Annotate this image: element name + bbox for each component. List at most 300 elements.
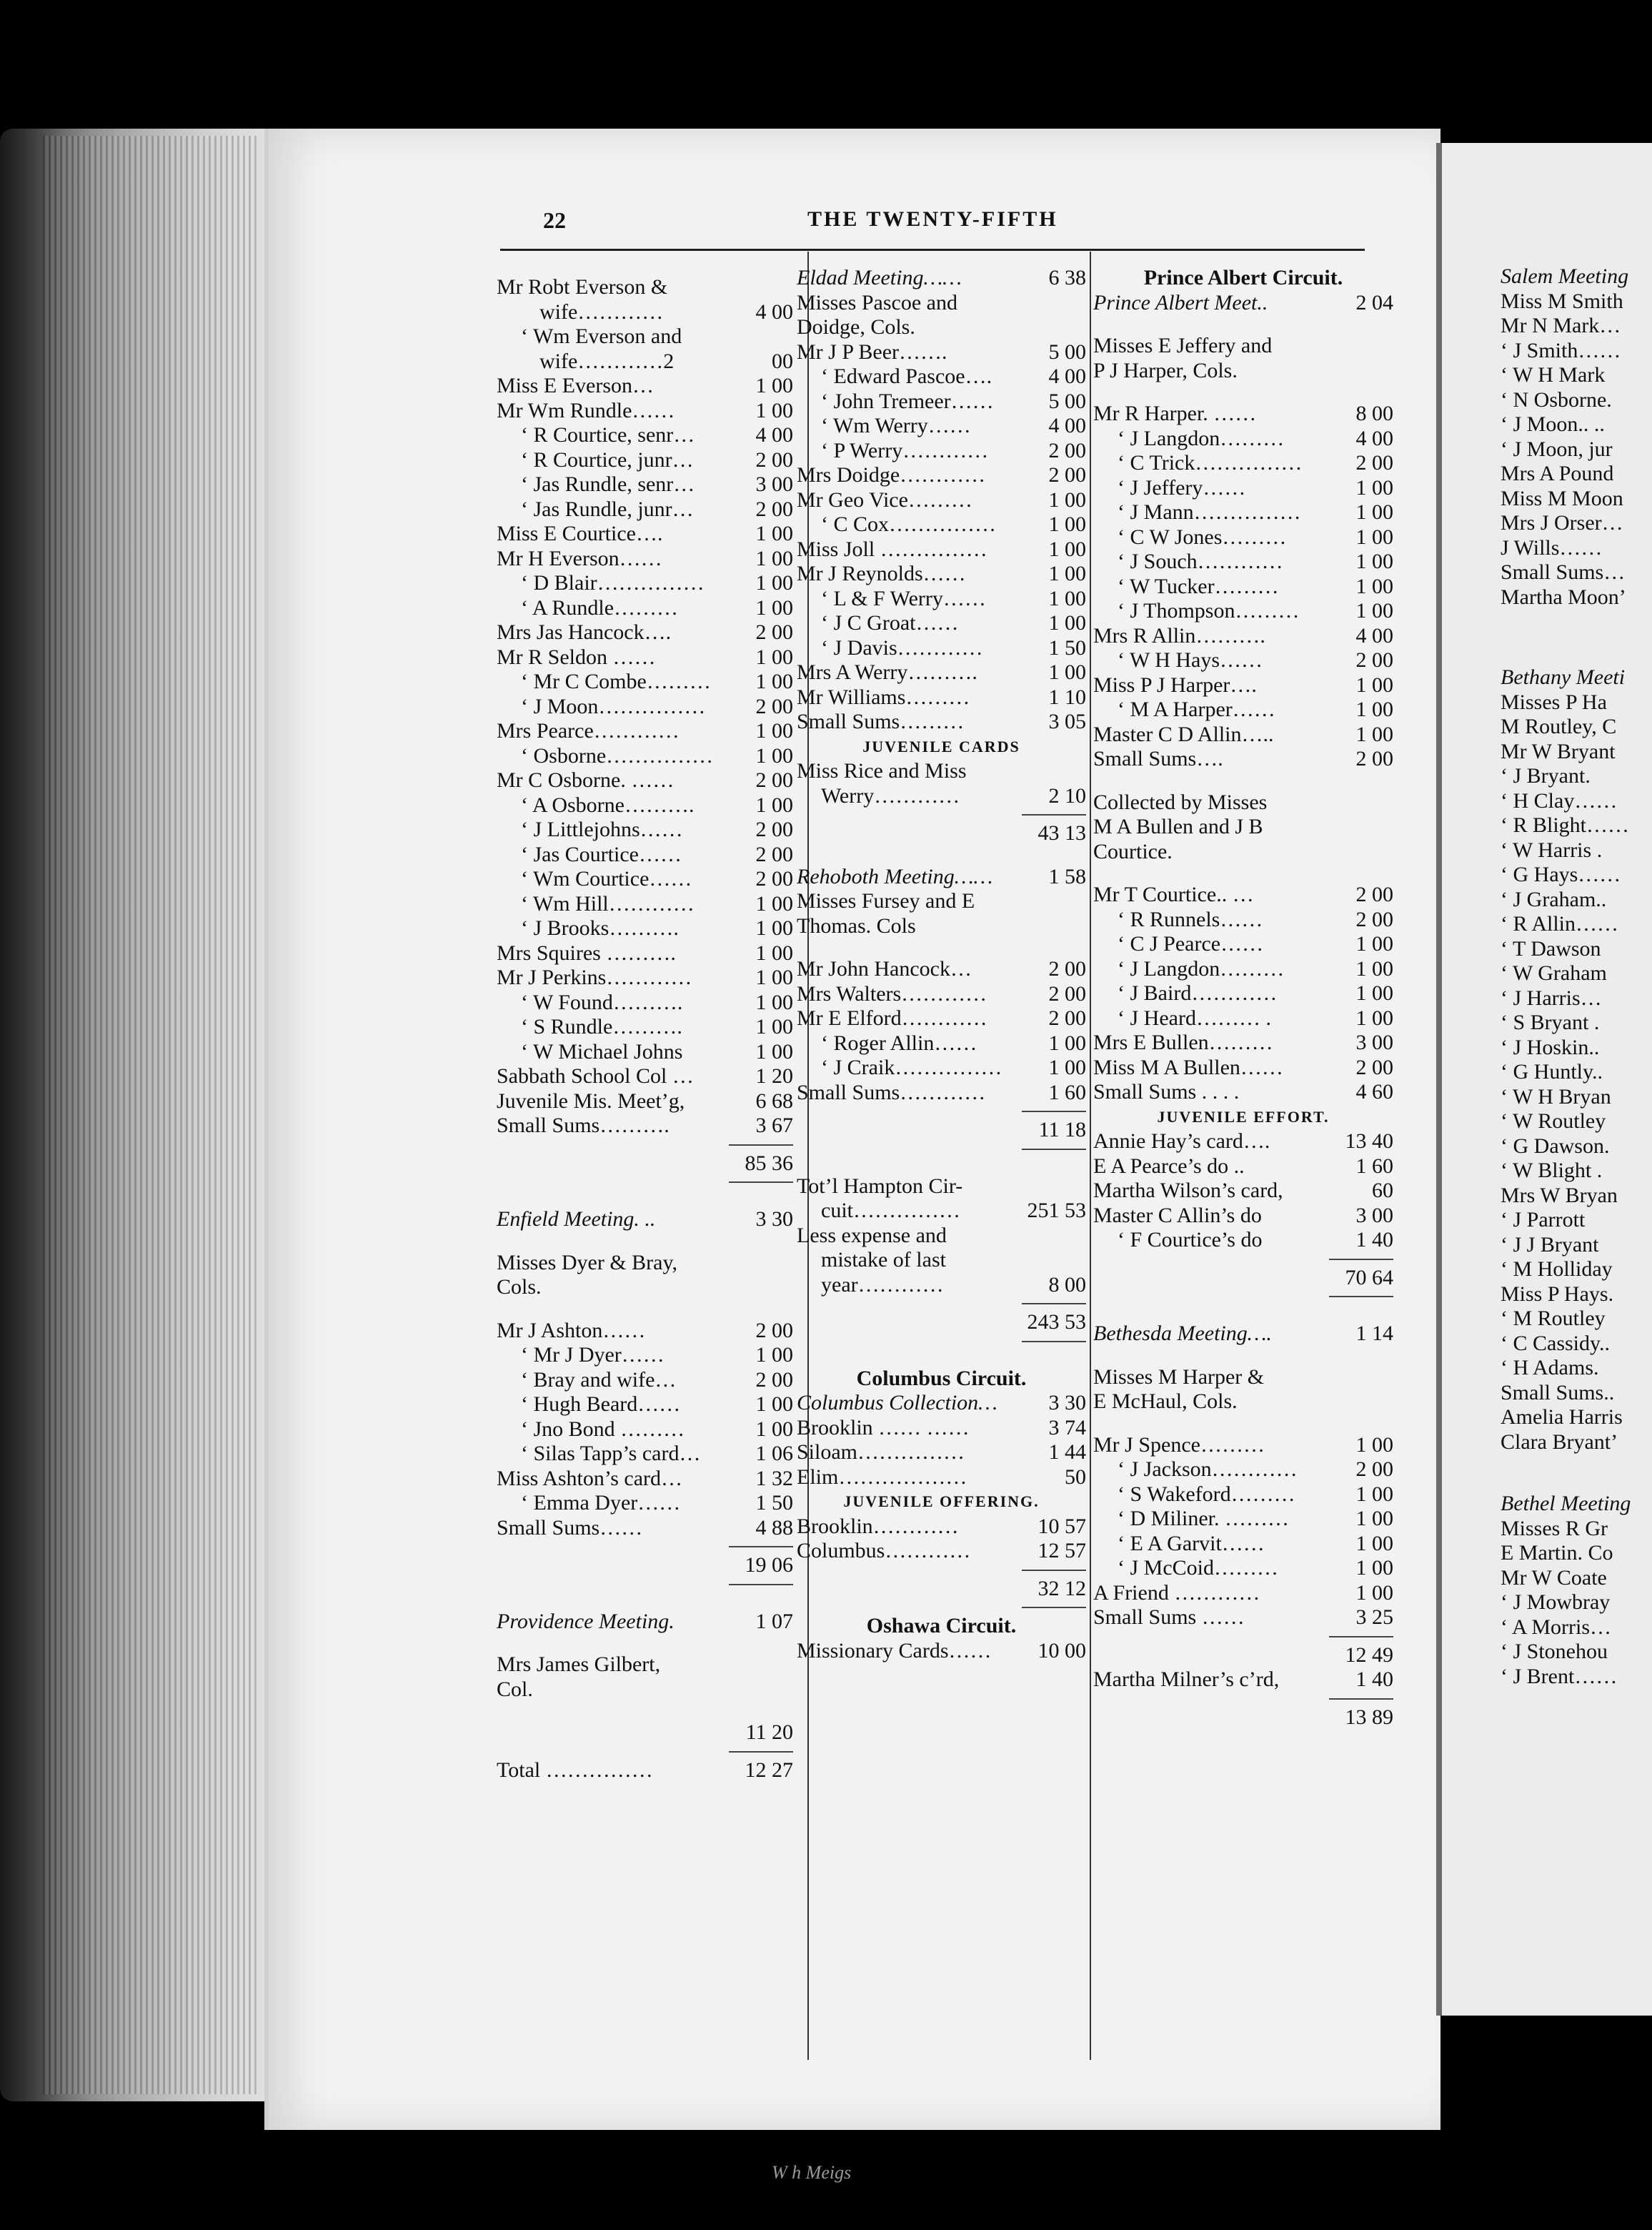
entry-name: Miss M A Bullen…… xyxy=(1093,1055,1283,1079)
ledger-row xyxy=(1093,840,1393,865)
entry-name: ‘ Hugh Beard…… xyxy=(521,1392,681,1416)
right-page-row xyxy=(1501,560,1631,585)
ledger-row xyxy=(497,1089,793,1114)
entry-name: ‘ A Osborne………. xyxy=(521,793,695,817)
right-page-row xyxy=(1501,789,1631,814)
ledger-row xyxy=(797,1006,1086,1031)
entry-name: Clara Bryant’ xyxy=(1501,1429,1618,1454)
ledger-row xyxy=(497,1491,793,1516)
entry-name: ‘ W Harris . xyxy=(1501,838,1603,862)
right-page-row xyxy=(1501,1381,1631,1406)
entry-name: M A Bullen and J B xyxy=(1093,815,1263,838)
entry-name: ‘ C J Pearce…… xyxy=(1118,932,1264,956)
entry-name: ‘ J Littlejohns…… xyxy=(521,818,683,841)
entry-amount: 2 00 xyxy=(1355,451,1393,475)
entry-name: Courtice. xyxy=(1093,839,1173,863)
sum-rule xyxy=(1022,1303,1086,1304)
sum-rule xyxy=(729,1181,793,1183)
entry-name: Col. xyxy=(497,1677,533,1701)
right-page-row xyxy=(1501,314,1631,339)
entry-name: Elim……………… xyxy=(797,1465,967,1489)
spacer xyxy=(1093,772,1393,791)
entry-amount: 50 xyxy=(1065,1465,1086,1489)
entry-name: Eldad Meeting…… xyxy=(797,266,962,289)
ledger-row xyxy=(1093,550,1393,575)
sum-rule xyxy=(1329,1296,1393,1297)
entry-amount: 2 00 xyxy=(1355,1055,1393,1079)
entry-amount: 3 00 xyxy=(1355,1031,1393,1054)
entry-name: Mr W Bryant xyxy=(1501,739,1616,763)
spacer xyxy=(1501,628,1631,647)
entry-amount: 00 xyxy=(772,349,793,373)
entry-amount: 2 00 xyxy=(1048,981,1086,1006)
right-page-row xyxy=(1501,585,1631,610)
ledger-row xyxy=(497,719,793,744)
entry-name: Brooklin …… …… xyxy=(797,1415,970,1439)
entry-amount: 12 27 xyxy=(745,1758,793,1782)
entry-amount: 1 00 xyxy=(755,793,793,817)
entry-amount: 1 00 xyxy=(755,916,793,940)
entry-name: ‘ Wm Everson and xyxy=(521,324,682,348)
entry-name: Columbus Collection… xyxy=(797,1391,997,1414)
ledger-row xyxy=(497,1652,793,1678)
entry-name: ‘ Wm Courtice…… xyxy=(521,867,692,891)
entry-name: ‘ A Rundle……… xyxy=(521,595,679,620)
entry-name: Mrs E Bullen……… xyxy=(1093,1031,1273,1054)
ledger-row xyxy=(1093,1457,1393,1482)
subtotal: 70 64 xyxy=(1345,1265,1393,1289)
subtotal: 43 13 xyxy=(1038,821,1086,845)
entry-name: ‘ J Jeffery…… xyxy=(1118,475,1246,500)
ledger-row xyxy=(797,340,1086,365)
entry-name: Mr J Ashton…… xyxy=(497,1318,646,1342)
entry-name: ‘ W Blight . xyxy=(1501,1159,1603,1182)
ledger-row xyxy=(1093,451,1393,476)
ledger-row xyxy=(1093,747,1393,772)
right-page-row xyxy=(1501,1640,1631,1665)
ledger-row xyxy=(1093,1532,1393,1557)
ledger-row xyxy=(1093,334,1393,359)
ledger-row xyxy=(797,463,1086,488)
ledger-row xyxy=(797,1248,1086,1273)
ledger-row xyxy=(797,784,1086,809)
entry-name: ‘ J Langdon……… xyxy=(1118,426,1285,450)
entry-name: ‘ J Parrott xyxy=(1501,1208,1586,1232)
right-page-row xyxy=(1501,1430,1631,1455)
ledger-row xyxy=(497,1758,793,1783)
entry-name: Small Sums… xyxy=(1501,560,1626,584)
entry-name: Mrs Walters………… xyxy=(797,981,987,1006)
entry-amount: 1 00 xyxy=(1355,1556,1393,1580)
entry-name: ‘ W H Bryan xyxy=(1501,1084,1611,1109)
entry-amount: 1 44 xyxy=(1048,1440,1086,1464)
ledger-row xyxy=(1093,1228,1393,1253)
entry-name: ‘ D Miliner. ……… xyxy=(1118,1507,1289,1530)
entry-name: cuit…………… xyxy=(821,1199,960,1222)
ledger-row xyxy=(497,1015,793,1040)
ledger-row xyxy=(497,374,793,399)
entry-amount: 3 67 xyxy=(755,1114,793,1137)
ledger-row xyxy=(797,710,1086,735)
entry-name: Small Sums………. xyxy=(497,1114,670,1137)
ledger-row xyxy=(797,1273,1086,1298)
entry-amount: 1 00 xyxy=(755,1417,793,1441)
ledger-row xyxy=(797,982,1086,1007)
ledger-row xyxy=(497,300,793,325)
entry-name: Mr Williams……… xyxy=(797,685,970,709)
entry-amount: 4 00 xyxy=(1355,623,1393,648)
entry-amount: 1 32 xyxy=(755,1466,793,1490)
entry-amount: 3 25 xyxy=(1355,1605,1393,1629)
header-rule xyxy=(500,249,1365,251)
entry-amount: 1 00 xyxy=(755,941,793,965)
entry-amount: 2 00 xyxy=(1355,648,1393,672)
entry-name: ‘ Jas Rundle, senr… xyxy=(521,472,695,496)
entry-name: Amelia Harris xyxy=(1501,1405,1623,1429)
ledger-row xyxy=(497,1467,793,1492)
entry-amount: 2 00 xyxy=(1355,1457,1393,1481)
entry-amount: 1 00 xyxy=(755,1015,793,1039)
ledger-row xyxy=(497,793,793,818)
ledger-row xyxy=(797,1515,1086,1540)
entry-name: ‘ C Cassidy.. xyxy=(1501,1331,1611,1355)
entry-name: ‘ W Found………. xyxy=(521,990,683,1014)
right-page-row xyxy=(1501,1405,1631,1430)
right-page-row xyxy=(1501,665,1631,690)
entry-name: Mr J Perkins………… xyxy=(497,966,692,989)
ledger-row xyxy=(1093,427,1393,452)
circuit-heading: Prince Albert Circuit. xyxy=(1143,266,1343,289)
entry-amount: 1 00 xyxy=(1048,512,1086,536)
ledger-row xyxy=(497,867,793,892)
ledger-row xyxy=(797,512,1086,537)
entry-name: Miss E Courtice…. xyxy=(497,522,663,545)
entry-amount: 1 00 xyxy=(755,546,793,570)
entry-amount: 1 00 xyxy=(755,595,793,620)
spacer xyxy=(797,846,1086,865)
entry-name: Small Sums.. xyxy=(1501,1380,1615,1404)
ledger-row xyxy=(1093,908,1393,933)
entry-name: Cols. xyxy=(497,1275,542,1299)
entry-name: E McHaul, Cols. xyxy=(1093,1389,1238,1413)
right-page-row xyxy=(1501,1060,1631,1085)
entry-name: Misses E Jeffery and xyxy=(1093,334,1273,357)
entry-name: ‘ W Tucker……… xyxy=(1118,574,1279,598)
ledger-row xyxy=(497,991,793,1016)
entry-name: P J Harper, Cols. xyxy=(1093,358,1238,382)
entry-amount: 2 00 xyxy=(1048,438,1086,462)
right-page-row xyxy=(1501,1307,1631,1332)
entry-amount: 1 00 xyxy=(755,990,793,1014)
entry-name: Mr R Seldon …… xyxy=(497,645,656,669)
right-page-row xyxy=(1501,437,1631,462)
right-page-row xyxy=(1501,764,1631,789)
right-page-row xyxy=(1501,690,1631,715)
ledger-row xyxy=(497,1064,793,1089)
entry-name: ‘ J Moon…………… xyxy=(521,694,706,718)
entry-name: Rehoboth Meeting…… xyxy=(797,864,993,888)
ledger-row xyxy=(497,571,793,596)
ledger-row xyxy=(1093,525,1393,550)
sum-rule xyxy=(1022,1111,1086,1112)
right-page-row xyxy=(1501,1615,1631,1640)
circuit-heading: Columbus Circuit. xyxy=(856,1366,1027,1390)
entry-amount: 1 00 xyxy=(1355,1432,1393,1457)
entry-name: Master C D Allin….. xyxy=(1093,722,1274,746)
right-page-row xyxy=(1501,1036,1631,1061)
spacer xyxy=(1501,647,1631,665)
entry-amount: 1 50 xyxy=(755,1491,793,1515)
entry-name: Misses P Ha xyxy=(1501,690,1607,714)
entry-name: Mrs J Orser… xyxy=(1501,511,1623,535)
sum-rule xyxy=(1329,1636,1393,1637)
entry-amount: 1 00 xyxy=(1355,475,1393,500)
entry-amount: 3 30 xyxy=(1048,1391,1086,1414)
subtotal: 12 49 xyxy=(1345,1642,1393,1667)
entry-name: ‘ J Brooks………. xyxy=(521,916,679,940)
ledger-row xyxy=(1093,402,1393,427)
entry-name: ‘ R Courtice, senr… xyxy=(521,423,695,447)
entry-amount: 1 00 xyxy=(1355,722,1393,746)
entry-name: Bethel Meeting xyxy=(1501,1492,1631,1515)
spacer xyxy=(1093,1303,1393,1322)
entry-name: ‘ J Brent…… xyxy=(1501,1664,1618,1688)
sum-rule xyxy=(1329,1698,1393,1700)
entry-name: ‘ Roger Allin…… xyxy=(821,1031,977,1055)
subtotal: 243 53 xyxy=(1027,1310,1086,1334)
entry-name: Mr Wm Rundle…… xyxy=(497,398,675,422)
entry-name: Misses M Harper & xyxy=(1093,1364,1265,1389)
ledger-row xyxy=(1093,1129,1393,1154)
entry-name: Small Sums . . . . xyxy=(1093,1080,1240,1104)
right-page-row xyxy=(1501,388,1631,413)
entry-amount: 4 60 xyxy=(1355,1080,1393,1104)
entry-amount: 2 00 xyxy=(755,768,793,792)
ledger-row xyxy=(1093,1581,1393,1606)
ledger-row xyxy=(497,497,793,522)
entry-amount: 1 00 xyxy=(1355,1531,1393,1555)
entry-name: Mr H Everson…… xyxy=(497,546,662,570)
ledger-row xyxy=(1093,981,1393,1006)
spacer xyxy=(1093,864,1393,883)
entry-name: ‘ Jas Courtice…… xyxy=(521,842,682,866)
ledger-row xyxy=(1093,932,1393,957)
entry-name: E Martin. Co xyxy=(1501,1541,1613,1565)
entry-amount: 3 30 xyxy=(755,1207,793,1231)
entry-name: Mr C Osborne. …… xyxy=(497,768,675,792)
ledger-row xyxy=(497,350,793,375)
entry-amount: 1 00 xyxy=(1048,487,1086,512)
entry-amount: 1 58 xyxy=(1048,864,1086,888)
entry-name: Mrs James Gilbert, xyxy=(497,1652,661,1676)
right-page-row xyxy=(1501,1233,1631,1258)
ledger-row xyxy=(797,414,1086,439)
ledger-row xyxy=(497,547,793,572)
ledger-row xyxy=(1093,1605,1393,1630)
entry-amount: 8 00 xyxy=(1048,1272,1086,1297)
entry-name: Miss P J Harper…. xyxy=(1093,673,1257,697)
entry-name: ‘ Wm Hill………… xyxy=(521,891,695,916)
ledger-row xyxy=(1093,815,1393,840)
ledger-row xyxy=(1093,1365,1393,1390)
entry-name: A Friend ………… xyxy=(1093,1580,1260,1605)
entry-amount: 4 00 xyxy=(1048,365,1086,388)
entry-amount: 5 00 xyxy=(1048,340,1086,364)
ledger-row xyxy=(797,1056,1086,1081)
spacer xyxy=(497,1300,793,1319)
spacer xyxy=(797,1156,1086,1174)
entry-amount: 1 00 xyxy=(755,1343,793,1367)
ledger-row xyxy=(797,636,1086,661)
entry-amount: 1 00 xyxy=(1355,981,1393,1005)
entry-amount: 1 14 xyxy=(1355,1322,1393,1345)
entry-name: Sabbath School Col … xyxy=(497,1064,694,1088)
right-page-row xyxy=(1501,838,1631,863)
right-page-row xyxy=(1501,1566,1631,1591)
entry-name: Miss Ashton’s card… xyxy=(497,1466,683,1490)
entry-name: Miss Joll …………… xyxy=(797,537,987,561)
ledger-row xyxy=(797,488,1086,513)
entry-amount: 1 00 xyxy=(1355,525,1393,549)
entry-name: ‘ J Graham.. xyxy=(1501,887,1607,911)
entry-name: Prince Albert Meet.. xyxy=(1093,290,1268,314)
ledger-row xyxy=(797,315,1086,340)
ledger-row xyxy=(797,1440,1086,1465)
entry-amount: 1 00 xyxy=(755,1392,793,1416)
ledger-row xyxy=(497,670,793,695)
ledger-row xyxy=(497,620,793,645)
entry-name: mistake of last xyxy=(821,1248,946,1272)
entry-name: ‘ A Morris… xyxy=(1501,1615,1612,1639)
right-page-row xyxy=(1501,1492,1631,1517)
entry-name: ‘ J Moon.. .. xyxy=(1501,412,1605,436)
ledger-row xyxy=(1093,575,1393,600)
right-page-row xyxy=(1501,1208,1631,1233)
circuit-heading: Oshawa Circuit. xyxy=(866,1614,1017,1637)
entry-name: ‘ W Routley xyxy=(1501,1109,1606,1133)
right-page-row xyxy=(1501,715,1631,740)
book-page-edges xyxy=(0,129,264,2101)
entry-amount: 10 57 xyxy=(1038,1514,1086,1538)
entry-amount: 2 10 xyxy=(1048,783,1086,808)
column-divider-2 xyxy=(1090,252,1091,2060)
entry-amount: 1 00 xyxy=(755,1039,793,1064)
ledger-row xyxy=(797,1199,1086,1224)
ledger-row xyxy=(497,1207,793,1232)
entry-amount: 12 57 xyxy=(1038,1539,1086,1562)
entry-amount: 1 00 xyxy=(1048,1056,1086,1079)
entry-name: wife…………2 xyxy=(539,349,675,373)
entry-name: ‘ J Craik…………… xyxy=(821,1056,1002,1079)
entry-amount: 1 00 xyxy=(1048,562,1086,585)
entry-name: ‘ S Wakeford……… xyxy=(1118,1482,1295,1506)
entry-name: Misses R Gr xyxy=(1501,1516,1608,1540)
ledger-row xyxy=(497,1610,793,1635)
entry-name: ‘ John Tremeer…… xyxy=(821,389,994,413)
entry-amount: 1 00 xyxy=(1355,673,1393,697)
right-page-column xyxy=(1501,264,1631,1689)
entry-name: ‘ Emma Dyer…… xyxy=(521,1491,681,1515)
section-heading: JUVENILE CARDS xyxy=(862,737,1020,755)
ledger-row xyxy=(497,1442,793,1467)
right-page-row xyxy=(1501,986,1631,1011)
entry-name: ‘ J Souch………… xyxy=(1118,550,1283,573)
entry-name: Mrs Pearce………… xyxy=(497,719,680,743)
ledger-row xyxy=(497,966,793,991)
ledger-row xyxy=(797,759,1086,784)
right-page-row xyxy=(1501,511,1631,536)
ledger-row xyxy=(1093,624,1393,649)
ledger-row xyxy=(1093,476,1393,501)
ledger-row xyxy=(797,1539,1086,1564)
entry-name: Small Sums …… xyxy=(1093,1605,1245,1629)
ledger-row xyxy=(1093,1179,1393,1204)
ledger-row xyxy=(1093,1006,1393,1031)
entry-name: ‘ G Hays…… xyxy=(1501,863,1621,886)
entry-amount: 4 88 xyxy=(755,1515,793,1540)
entry-name: ‘ Edward Pascoe…. xyxy=(821,365,992,388)
spacer xyxy=(497,1189,793,1207)
ledger-row xyxy=(497,1516,793,1541)
entry-amount: 1 40 xyxy=(1355,1667,1393,1691)
ledger-row xyxy=(1093,500,1393,525)
entry-name: wife………… xyxy=(539,299,664,324)
entry-amount: 1 00 xyxy=(1355,574,1393,598)
spacer xyxy=(1093,1414,1393,1433)
right-page-row xyxy=(1501,937,1631,962)
ledger-row xyxy=(797,439,1086,464)
subtotal: 13 89 xyxy=(1345,1705,1393,1729)
ledger-row xyxy=(497,324,793,350)
ledger-row xyxy=(497,423,793,448)
ledger-row xyxy=(1093,1056,1393,1081)
entry-name: ‘ J Smith…… xyxy=(1501,338,1621,362)
ledger-row xyxy=(497,645,793,670)
ledger-row xyxy=(497,818,793,843)
entry-name: Thomas. Cols xyxy=(797,913,916,938)
ledger-row xyxy=(1093,698,1393,723)
ledger-row xyxy=(1093,1322,1393,1347)
ledger-row xyxy=(497,843,793,868)
entry-name: ‘ H Adams. xyxy=(1501,1356,1599,1379)
entry-name: ‘ J Stonehou xyxy=(1501,1640,1608,1663)
right-page-row xyxy=(1501,487,1631,512)
faint-bottom-text: W h Meigs xyxy=(772,2162,852,2183)
entry-amount: 6 68 xyxy=(755,1089,793,1113)
entry-amount: 4 00 xyxy=(755,299,793,324)
entry-name: Doidge, Cols. xyxy=(797,315,915,339)
entry-amount: 2 00 xyxy=(1355,747,1393,770)
right-page-row xyxy=(1501,813,1631,838)
right-page-row xyxy=(1501,264,1631,289)
entry-amount: 4 00 xyxy=(755,423,793,447)
section-heading: JUVENILE EFFORT. xyxy=(1157,1107,1330,1126)
ledger-row xyxy=(797,1416,1086,1441)
entry-amount: 2 00 xyxy=(755,1367,793,1392)
entry-name: Mr J P Beer……. xyxy=(797,340,947,364)
spacer xyxy=(1501,1473,1631,1492)
entry-amount: 4 00 xyxy=(1355,426,1393,450)
entry-amount: 1 00 xyxy=(1355,932,1393,956)
entry-name: Mr T Courtice.. … xyxy=(1093,883,1254,906)
entry-name: Master C Allin’s do xyxy=(1093,1203,1262,1227)
right-page-row xyxy=(1501,462,1631,487)
entry-amount: 2 00 xyxy=(755,497,793,521)
entry-amount: 1 00 xyxy=(755,374,793,397)
entry-amount: 1 00 xyxy=(755,522,793,545)
right-page-row xyxy=(1501,888,1631,913)
entry-amount: 3 00 xyxy=(1355,1203,1393,1227)
